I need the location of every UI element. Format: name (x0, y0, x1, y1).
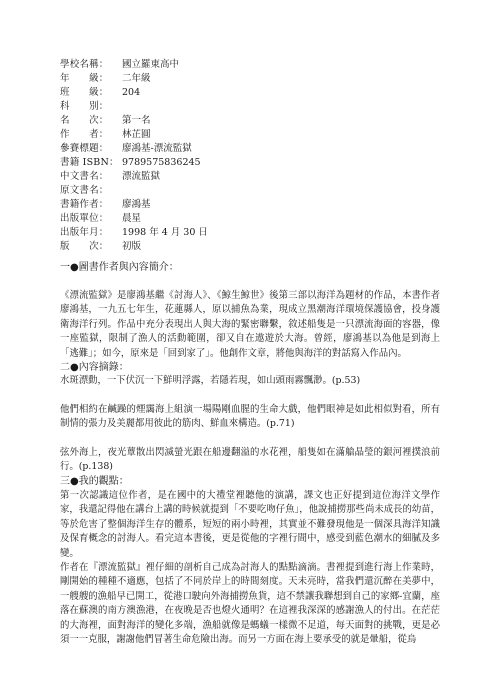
meta-row (60, 198, 440, 212)
meta-row (60, 156, 440, 170)
metadata-block (60, 58, 440, 254)
section-heading-intro: 一●圖書作者與內容簡介： (60, 262, 179, 273)
meta-row (60, 142, 440, 156)
meta-value: 9789575836245 (122, 157, 201, 168)
meta-row (60, 184, 440, 198)
meta-value: 204 (122, 87, 141, 98)
meta-label: 年 級： (60, 73, 109, 84)
meta-value: 廖鴻基 (122, 199, 151, 210)
excerpt-quote: 水斑漂動，一下伏沉一下鮮明浮露，若隱若現，如山頭雨霧飄渺。(p.53) (60, 375, 361, 386)
viewpoint-paragraph: 第一次認識這位作者，是在國中的大禮堂裡聽他的演講，課文也正好提到這位海洋文學作家，我還記得他在講台上講的時候就提到「不要吃吻仔魚」，他說捕撈那些尚未成長的幼苗，等於危害了整個海洋生存的體系，短短的兩小時裡，其實並不難發現他是一個深具海洋知識及保育概念的討海人。看完這本書後，更是從他的字裡行間中，感受到藍色潮水的細膩及多變。 (60, 490, 440, 559)
meta-label: 出版單位： (60, 213, 109, 224)
meta-value: 1998 年 4 月 30 日 (122, 227, 208, 238)
meta-label: 學校名稱： (60, 59, 109, 70)
viewpoint-paragraph: 作者在『漂流監獄』裡仔細的剖析自己成為討海人的點點滴滴。書裡提到進行海上作業時，剛開始的種種不適應，包括了不同於岸上的時間刻度。天未亮時，當我們還沉醉在美夢中，一艘艘的漁船早已開工，從港口駛向外海捕撈魚貨，這不禁讓我聯想到自己的家鄉-宜蘭，座落在蘇澳的南方澳漁港，在夜晚是否也燈火通明？在這裡我深深的感謝漁人的付出。在茫茫的大海裡，面對海洋的變化多端，漁船就像是螞蟻一樣微不足道，每天面對的挑戰，更是必須一一克服，謝謝他們冒著生命危險出海。而另一方面在海上要承受的就是暈船，從烏 (60, 562, 440, 646)
meta-label: 書籍 ISBN： (60, 157, 119, 168)
meta-value: 第一名 (122, 115, 151, 126)
meta-label: 班 級： (60, 87, 109, 98)
meta-row (60, 128, 440, 142)
meta-row (60, 170, 440, 184)
meta-value: 廖鴻基-漂流監獄 (122, 143, 192, 154)
section-heading-viewpoint: 三●我的觀點： (60, 476, 129, 487)
meta-label: 科 別： (60, 101, 109, 112)
meta-row (60, 100, 440, 114)
meta-row (60, 212, 440, 226)
meta-row (60, 240, 440, 254)
meta-value: 二年級 (122, 73, 151, 84)
meta-value: 初版 (122, 241, 142, 252)
meta-label: 版 次： (60, 241, 109, 252)
section-heading-excerpts: 二●內容摘錄： (60, 362, 129, 373)
meta-value: 國立羅東高中 (122, 59, 180, 70)
meta-label: 參賽標題： (60, 143, 109, 154)
meta-label: 書籍作者： (60, 199, 109, 210)
meta-label: 原文書名： (60, 185, 109, 196)
intro-paragraph: 《漂流監獄》是廖鴻基繼《討海人》、《鯨生鯨世》後第三部以海洋為題材的作品，本書作者廖鴻基，一九五七年生，花蓮縣人，原以捕魚為業，現成立黑潮海洋環境保護協會，投身護衛海洋行列。作品中充分表現出人與大海的緊密聯繫，敘述船隻是一只漂流海面的容器，像一座監獄，限制了漁人的活動範圍，卻又自在遨遊於大海。曾經，廖鴻基以為他是到海上「逃難」；如今，原來是「回到家了」。他創作文章，將他與海洋的對話寫入作品內。 (60, 290, 440, 359)
meta-row (60, 86, 440, 100)
meta-value: 林芷圓 (122, 129, 151, 140)
excerpt-quote: 弦外海上，夜光蕈散出閃滅螢光跟在船邊翻溢的水花裡，船隻如在滿艙晶瑩的銀河裡撲浪前行。(p.138) (60, 447, 440, 473)
meta-label: 出版年月： (60, 227, 109, 238)
meta-label: 作 者： (60, 129, 109, 140)
meta-label: 名 次： (60, 115, 109, 126)
excerpt-quote: 他們相約在鹹躁的煙靄海上組演一場陽剛血腥的生命大戲，他們眼神是如此相似對看，所有制情的張力及美麗都用彼此的筋肉、鮮血來構造。(p.71) (60, 404, 440, 430)
meta-row (60, 72, 440, 86)
meta-value: 晨星 (122, 213, 142, 224)
meta-value: 漂流監獄 (122, 171, 161, 182)
meta-row (60, 58, 440, 72)
meta-row (60, 226, 440, 240)
meta-row (60, 114, 440, 128)
meta-label: 中文書名： (60, 171, 109, 182)
